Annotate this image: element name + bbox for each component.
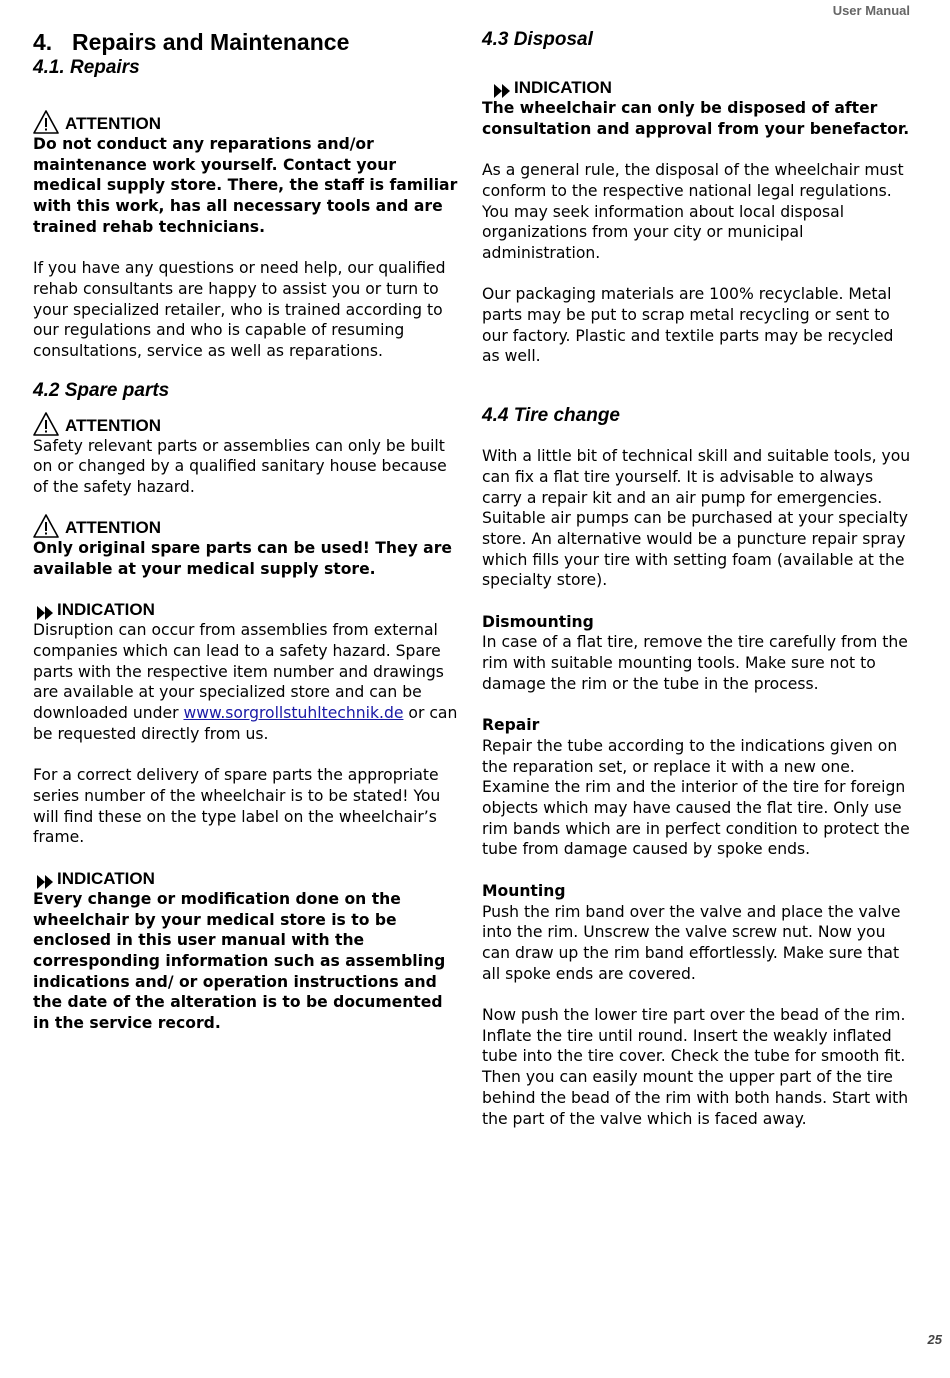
attention-heading [33, 412, 458, 436]
repair-text: Repair the tube according to the indications given on the reparation set, or replace it with a new one. Examine the rim and the interior of the tire for foreign objects which may have caused the flat tire. Only use rim bands which are in perfect condition to protect the tube from damage caused by spoke ends. [482, 736, 910, 859]
original-parts-text: Only original spare parts can be used! They are available at your medical supply store. [33, 538, 452, 578]
indication-heading [33, 868, 458, 889]
indication-label: INDICATION [514, 78, 612, 97]
disposal-indication-text: The wheelchair can only be disposed of after consultation and approval from your benefactor. [482, 99, 910, 138]
spare-parts-attention-text: Safety relevant parts or assemblies can only be built on or changed by a qualified sanitary house because of the safety hazard. [33, 436, 447, 497]
running-header: User Manual [832, 3, 910, 18]
section-4-3-title: 4.3 Disposal [482, 29, 593, 50]
indication-label: INDICATION [57, 868, 155, 888]
chapter-number: 4. [33, 29, 53, 55]
disposal-rule-text: As a general rule, the disposal of the wheelchair must conform to the respective national legal regulations. You may seek information about local disposal organizations from your city or municipal administration. [482, 161, 904, 262]
disruption-text-end: or can be requested directly from us. [33, 704, 458, 743]
warning-icon [33, 412, 59, 436]
section-4-1-title: 4.1. Repairs [33, 57, 140, 78]
repairs-attention-text: Do not conduct any reparations and/or maintenance work yourself. Contact your medical supply store. There, the staff is familiar with this work, has all necessary tools and are trained rehab technicians. [33, 135, 458, 236]
attention-label: ATTENTION [65, 114, 162, 133]
left-column [33, 28, 458, 1034]
section-4-2-title: 4.2 Spare parts [33, 379, 170, 401]
attention-heading [33, 514, 458, 538]
warning-icon [33, 110, 59, 134]
indication-heading [490, 77, 914, 98]
mounting-heading: Mounting [482, 881, 566, 900]
chapter-title-text: Repairs and Maintenance [72, 29, 350, 55]
website-link[interactable]: www.sorgrollstuhltechnik.de [183, 704, 404, 723]
attention-label: ATTENTION [65, 517, 162, 537]
double-arrow-icon [37, 875, 55, 889]
disruption-text [33, 620, 458, 744]
mounting-text-2: Now push the lower tire part over the bead of the rim. Inflate the tire until round. Insert the weakly inflated tube into the tire cover. Check the tube for smooth fit. Then you can easily mount the upper part of the tire behind the bead of the rim with both hands. Start with the part of the valve which is faced away. [482, 1006, 909, 1128]
indication-label: INDICATION [57, 600, 155, 620]
attention-label: ATTENTION [65, 415, 162, 435]
mounting-text-1: Push the rim band over the valve and place the valve into the rim. Unscrew the valve screw nut. Now you can draw up the rim band effortlessly. Make sure that all spoke ends are covered. [482, 902, 901, 983]
indication-heading [33, 599, 458, 620]
dismounting-text: In case of a flat tire, remove the tire carefully from the rim with suitable mounting tools. Make sure not to damage the rim or the tube in the process. [482, 633, 908, 693]
repair-heading: Repair [482, 716, 540, 735]
double-arrow-icon [37, 606, 55, 620]
repairs-help-text: If you have any questions or need help, our qualified rehab consultants are happy to assist you or turn to your specialized retailer, who is trained according to our regulations and who is capable of resuming consultations, service as well as reparations. [33, 259, 446, 361]
dismounting-heading: Dismounting [482, 612, 594, 631]
modification-text: Every change or modification done on the wheelchair by your medical store is to be enclosed in this user manual with the corresponding information such as assembling indications and/ or operation instructions and the date of the alteration is to be documented in the service record. [33, 889, 446, 1033]
section-4-4-title: 4.4 Tire change [482, 405, 620, 427]
attention-heading [33, 110, 458, 134]
chapter-title [33, 28, 458, 56]
delivery-text: For a correct delivery of spare parts the appropriate series number of the wheelchair is to be stated! You will find these on the type label on the wheelchair’s frame. [33, 766, 441, 847]
warning-icon [33, 514, 59, 538]
page-number: 25 [927, 1332, 942, 1347]
right-column [482, 28, 914, 1129]
tire-intro-text: With a little bit of technical skill and suitable tools, you can fix a flat tire yourself. It is advisable to always carry a repair kit and an air pump for emergencies. Suitable air pumps can be purchased at your specialty store. An alternative would be a puncture repair spray which fills your tire with setting foam (available at the specialty store). [482, 447, 911, 590]
disruption-text-start: Disruption can occur from assemblies from external companies which can lead to a safety hazard. Spare parts with the respective item number and drawings are available at your specialized store and can be downloaded under [33, 621, 444, 723]
double-arrow-icon [494, 84, 512, 98]
packaging-text: Our packaging materials are 100% recyclable. Metal parts may be put to scrap metal recycling or sent to our factory. Plastic and textile parts may be recycled as well. [482, 285, 894, 366]
